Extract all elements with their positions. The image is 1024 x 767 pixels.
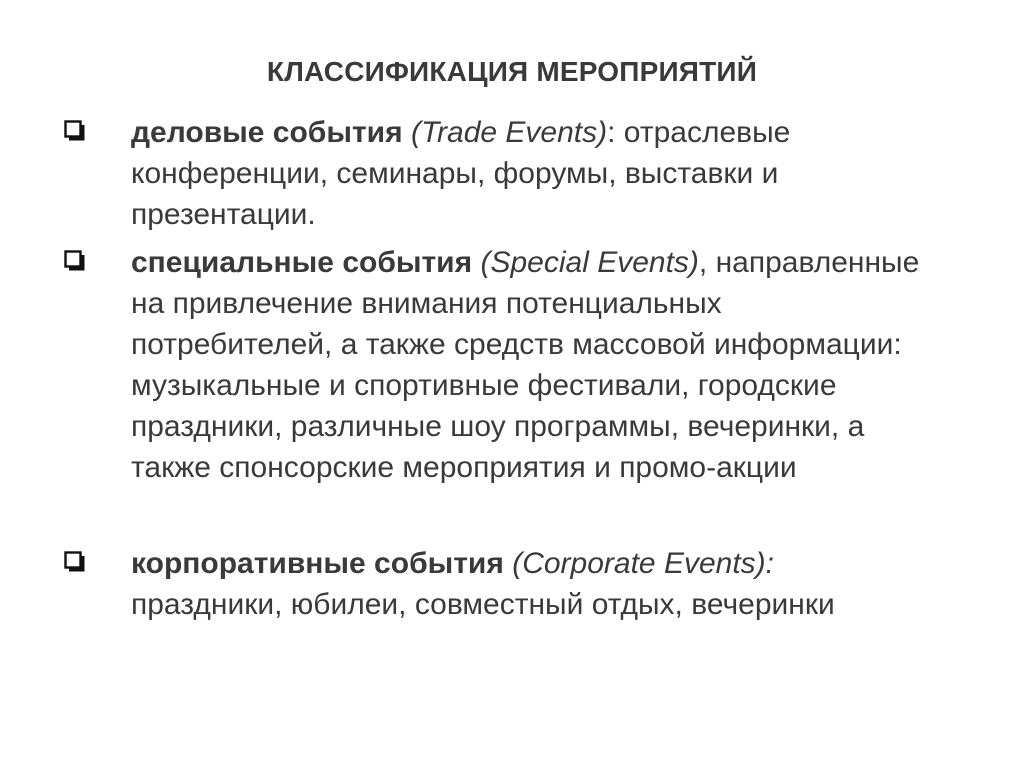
list-item-text: [131, 543, 931, 625]
item-english-term: (Corporate Events):: [512, 547, 774, 580]
item-english-term: (Special Events): [480, 246, 699, 279]
list-item-text: [131, 112, 931, 235]
checkbox-square-icon: [64, 250, 86, 272]
item-term: специальные события: [131, 246, 473, 279]
item-term: корпоративные события: [131, 547, 504, 580]
item-description: отраслевые конференции, семинары, форумы, выставки и презентации.: [131, 116, 791, 231]
checkbox-square-icon: [64, 551, 86, 573]
list-item-text: [131, 242, 931, 488]
checkbox-square-icon: [64, 120, 86, 142]
item-punct: ,: [698, 246, 708, 279]
item-description: направленные на привлечение внимания потенциальных потребителей, а также средств массовой информации: музыкальные и спортивные фестивали, городские праздники, различные шоу программы, вечеринки, а также спонсорские мероприятия и промо-акции: [131, 246, 920, 484]
slide-title: КЛАССИФИКАЦИЯ МЕРОПРИЯТИЙ: [266, 56, 758, 87]
item-english-term: (Trade Events): [410, 116, 608, 149]
item-description: праздники, юбилеи, совместный отдых, вечеринки: [131, 588, 835, 621]
item-punct: :: [607, 116, 616, 149]
item-term: деловые события: [131, 116, 403, 149]
